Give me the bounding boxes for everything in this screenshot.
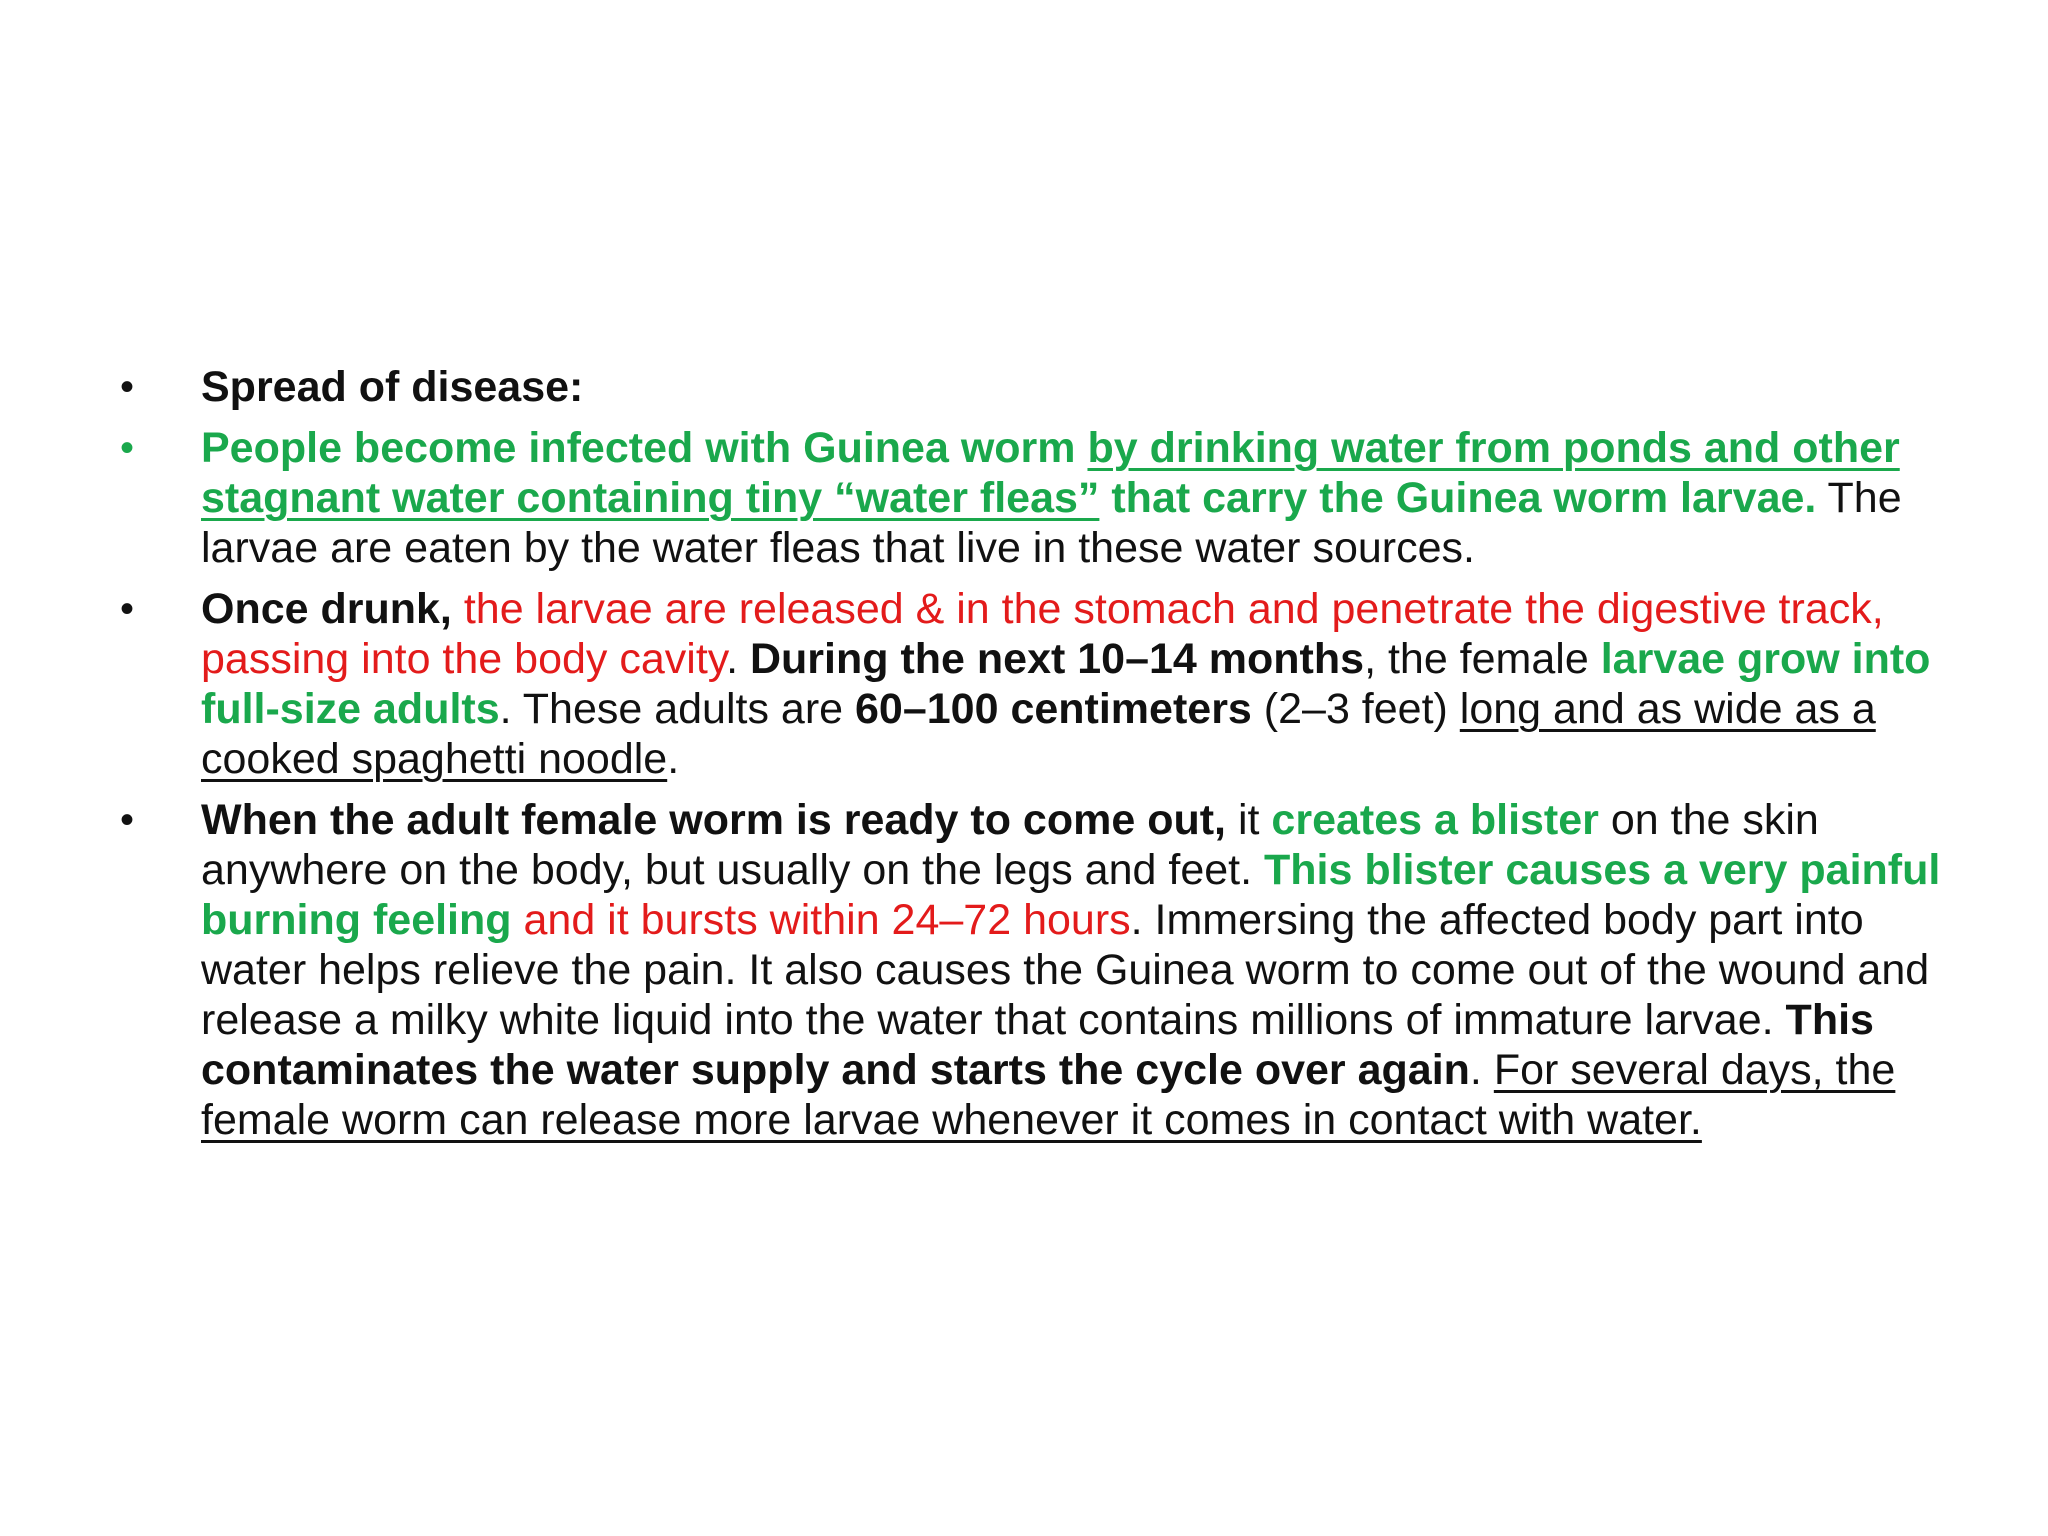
- bullet-marker: •: [120, 365, 135, 409]
- text-span: by drinking water from ponds and other stagnant water containing tiny “water fleas”: [201, 424, 1900, 522]
- bullet-adult-worm: [120, 795, 1950, 1145]
- text-span: . These adults are: [499, 685, 856, 733]
- bullet-infection: [120, 423, 1950, 573]
- text-span: . Immersing the affected body part into water helps relieve the pain. It also causes the Guinea worm to come out of the wound and release a milky white liquid into the water that contains millions of immature larvae.: [201, 896, 1930, 1044]
- text-span: and it bursts within 24–72 hours: [511, 896, 1131, 944]
- bullet-marker: •: [120, 587, 135, 631]
- bullet-marker: •: [120, 426, 135, 470]
- text-span: .: [667, 735, 680, 783]
- text-span: For several days, the female worm can release more larvae whenever it comes in contact with water.: [201, 1046, 1896, 1144]
- text-span: .: [1469, 1046, 1494, 1094]
- text-span: .: [726, 635, 750, 683]
- text-span: This contaminates the water supply and starts the cycle over again: [201, 996, 1874, 1094]
- text-span: When the adult female worm is ready to come out,: [201, 796, 1227, 844]
- text-span: it: [1226, 796, 1272, 844]
- text-span: The larvae are eaten by the water fleas that live in these water sources.: [201, 474, 1902, 572]
- text-span: Once drunk,: [201, 585, 452, 633]
- text-span: People become infected with Guinea worm: [201, 424, 1088, 472]
- bullet-marker: •: [120, 798, 135, 842]
- text-span: creates a blister: [1271, 796, 1599, 844]
- text-span: This blister causes a very painful burning feeling: [201, 846, 1941, 944]
- bullet-once-drunk: [120, 584, 1950, 784]
- text-span: on the skin anywhere on the body, but usually on the legs and feet.: [201, 796, 1819, 894]
- text-span: larvae grow into full-size adults: [201, 635, 1931, 733]
- text-span: that carry the Guinea worm larvae.: [1099, 474, 1817, 522]
- text-span: long and as wide as a cooked spaghetti noodle: [201, 685, 1876, 783]
- text-span: , the female: [1364, 635, 1601, 683]
- text-span: (2–3 feet): [1251, 685, 1460, 733]
- heading-text: Spread of disease:: [201, 363, 584, 411]
- bullet-list: [120, 362, 1950, 1156]
- text-span: the larvae are released & in the stomach and penetrate the digestive track, passing into the body cavity: [201, 585, 1884, 683]
- bullet-heading: [120, 362, 1950, 412]
- text-span: 60–100 centimeters: [855, 685, 1252, 733]
- text-span: During the next 10–14 months: [749, 635, 1365, 683]
